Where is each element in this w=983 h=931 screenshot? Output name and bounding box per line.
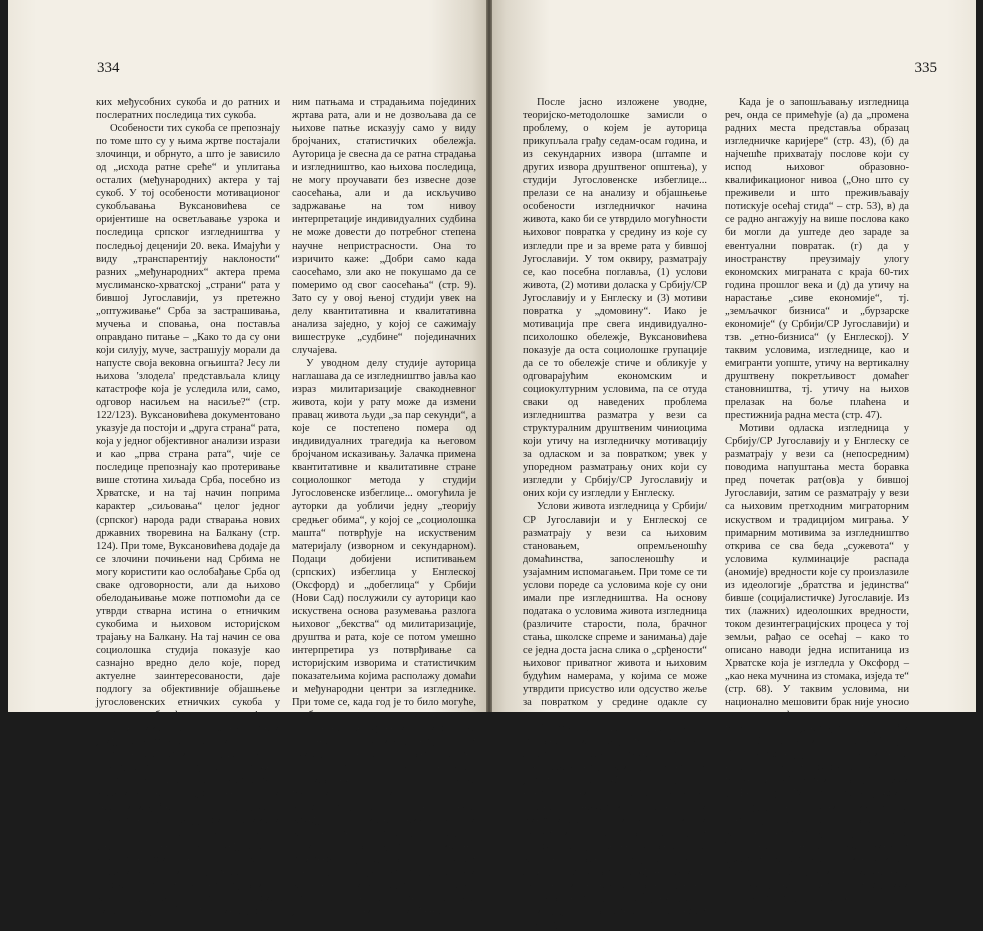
paragraph: У уводном делу студије ауторица наглашава да се изгледништво јавља као израз милитаризације свакодневног живота, који у рату може да измени правац живота људи „за пар секунди“, а које се постепено помера од индивидуалних трагедија ка његовом бројчаном исказивању. Залачка примена квантитативне и квалитативне стране социолошког метода у студији Југословенске избеглице... омогућила је ауторки да уобличи једну „теорију средњег обима“, у којој се „социолошка машта“ потврђује на искуственим материјалу (изворном и секундарном). Подаци добијени испитивањем (српских) избеглица у Енглеској (Оксфорд) и „добеглица“ у Србији (Нови Сад) послужили су ауторици као искуствена основа разумевања разлога њиховог „бекства“ од милитаризације, друштва и рата, које се потом умешно интерпретира уз потврђивање са историјским изворима и статистичким показатељима којима располажу домаћи и међународни центри за изгледнике. При томе се, када год је то било могуће, проблем српског изгледништва објашњава у светлу неких социолошких сазнања о емиграцији у свету. У том смислу, посебно је интересантно социолошко појмовно-теоријско прецизирање односа спољних миграција и радника на раду у иностранству, као одређивања граница између „економске“ емиграције и изгледништва. Иако се у оба случаја ради о територијалном померању становништва, ауторица с правом констатује да „у бившој Југославији изгледнице нису резултат, већ узрок рата“ и додаје да су оне последица „отвореног етничког чишћења“ (стр. 21). (292, 357, 476, 930)
page-number: 335 (914, 60, 937, 76)
paragraph: После јасно изложене уводне, теоријско-методолошке замисли о проблему, о којем је ауторица прикупљала грађу седам-осам година, и из секундарних извора (штампе и других извора друштвеног општења), у студији Југословенске избеглице... прелази се на анализу и објашњење особености изгледничког начина живота, како би се утврдило могућности њиховог повратка у средину из које су изгледли пре и за време рата у бившој Југославији. У том оквиру, разматрају се, као посебна поглавља, (1) услови живота, (2) мотиви доласка у Србију/СР Југославију и у Енглеску и (3) мотиви повратка у „домовину“. Иако је мотивација пре свега индивидуално-психолошко обележје, Вуксановићева показује да оста социолошке групације да се то обележје стиче и обликује у одговарајућим економским и социокултурним условима, па се отуда сваки од наведених проблема изгледништва разматра у вези са структуралним друштвеним чиниоцима који утичу на изгледничку мотивацију за одласком и за повратком; увек у упоредном разматрању оних који су изгледли у Србију/СР Југославију и оних који су изгледли у Енглеску. (523, 97, 707, 500)
page-number: 334 (97, 60, 120, 76)
paragraph: У том контексту, Вуксановићева открива да изгледице (мигранти) нису задовољни само тиме што су обезбедили своју физичку сигурност од „страхота рата“, већ да очекују да у новој средини добију посао који би био адекватан њиховом образовању и животни стандард приближан оном који су имали пре изгледништва. Другим речима, иако је основни мотив одласка изгледница изван подручја који је захватио ратом био обезбеђење физичке сигурности (своје и породичне), у новој средини се очекује обезбеђење услова који су „достојни човека“ у грађанском друштву. (523, 723, 707, 930)
right-page (492, 0, 976, 930)
paragraph: Мотиви одласка изгледница у Србију/СР Југославију и у Енглеску се разматрају у вези са (непосредним) поводима напуштања места боравка пред почетак рат(ов)а у бившој Југославији, затим се разматрају у вези са њиховим претходним миграторним искуством и традицијом миграња. У примарним мотивима за изгледништво открива се сва беда „сужевота“ у условима кулминације распада (аномије) вредности које су произлазиле из идеологије „братства и јединства“ бивше (социјалистичке) Југославије. Из тих (лажних) идеолошких вредности, током дезинтеграцијских процеса у тој земљи, рађао се осећај – како то описано наводи једна испитаница из Хрватске која је изгледла у Оксфорд – „као нека мучнина из стомака, изједа те“ (стр. 68). У таквим условима, ни национално мешовити брак није уносио сигурност, већ се често испољавао као мржња према „непријатељу“ у кући (стр. 69). Као мотив одласка у Србију/СР Југославију, 67,5% испитаника наводи да су тамо имали родбину, а тај мотив наводи 20% оних који су изгледли у Енглеску. Ти показатељи увелико потврђују нека ранија миграторна кретања, која се одвијале на изгледничке стратегије, а која указују да ће се на трагање за прихватљивијим условима живота и за променом места боравка пре одлучити оне изгледнице које имају некога „свога“ у месту (или ширем подручју) где одлазе. (725, 423, 909, 904)
text-column-right-1 (523, 96, 707, 931)
paragraph: Услови живота изгледница у Србији/СР Југославији и у Енглеској се разматрају у вези са њиховим становањем, опремљеношћу домаћинства, запосленошћу и узајамним испомагањем. При томе се ти услови пореде са условима које су они имали пре изгледништва. На основу података о условима живота изгледница (различите старости, пола, брачног стања, школске спреме и занимања) даје се једна доста јасна слика о „срђености“ њиховог приватног живота и њиховим будућим намерама, у којима се може утврдити присуство или одсуство жеље за повратком у средине одакле су изгледли. (523, 501, 707, 722)
text-column-left-1 (96, 96, 280, 918)
left-page (8, 0, 486, 930)
paragraph: Као врстан социолог, Вуксановићева приступа изгледништву као друштвеној појави у којој се испреплићу индивидуалне „судбине“ и дестабилизујуће структуралне друштвене последице, али која има и своје историјске и актуелне унутардруштвене и међународне друштвенополитичке узроке. Индивидуална и друштвена раван анализе проблема у овој студији се излаже сукцесивно, тако да та анализа читаоца не „заробљава“ индивидуал- (96, 749, 280, 917)
text-column-left-2 (292, 96, 476, 931)
paragraph: Када је о запошљавању изгледница реч, онда се примећује (а) да „промена радних места представља образац изгледничке каријере“ (стр. 43), (б) да најчешће прихватају послове који су испод њиховог образовно-квалификационог нивоа („Оно што су преживели и што преживљавају потискује осећај стида“ – стр. 53), в) да се радно ангажују на више послова како би могли да уштеде део зараде за евентуални повратак. (г) да у иностранству преузимају улогу економских миграната с краја 60-тих година прошлог века и (д) да утичу на нарастање „сиве економије“, тј. „земљачког бизниса“ и „бурзарске економије“ (у Србији/СР Југославији) и тзв. „етно-бизниса“ (у Енглеској). У таквим условима, изгледнице, као и емигранти уопште, утичу на вертикалну друштвену покретљивост домаћег становништва, тј. утичу на њихов прелазак на боље плаћена и престижнија радна места (стр. 47). (725, 97, 909, 422)
paragraph: ких међусобних сукоба и до ратних и послератних последица тих сукоба. (96, 97, 280, 122)
paragraph: Особености тих сукоба се препознају по томе што су у њима жртве постајали злочинци, и обрнуто, а што је зависило од „исхода ратне среће“ и уплитања осталих (међународних) актера у тај сукоб. У тој особености мотивационог сукобљавања Вуксановићева се оријентише на осветљавање узрока и последица српског изгледништва у последњој деценији 20. века. Имајући у виду „транспарентију наклоности“ разних „међународних“ актера према муслиманско-хрватској „страни“ рата у бившој Југославији, уз претежно „оптуживање“ Срба за застрашивања, мучења и сповања, она поставља оправдано питање – „Како то да су они који силују, муче, застрашују морали да напусте своја вековна огњишта? Јесу ли њихова 'злодела' представљала клицу катастрофе која је уследила или, само, одговор насиљем на насиље?“ (стр. 122/123). Вуксановићева документовано указује да постоји и „друга страна“ рата, која у једног објективног анализи изрази и као „прва страна рата“, чије се последице препознају као протеривање више стотина хиљада Срба, посебно из Хрватске, и на тај начин поприма карактер „сиљовања“ целог једног (српског) народа ради стварања нових државних творевина на Балкану (стр. 124). При томе, Вуксановићева додаје да се злочини почињени над Србима не могу користити као ослобађање Срба од свакe одговорности, али да њихово обелодањивање може потпомоћи да се утврди стварна истина о етничким сукобима и њиховом историјском трајању на Балкану. На тај начин се ова социолошка студија показује као сазнајно вредно дело које, поред актуелне заинтересованости, даје подлогу за објективније објашњење југословенских етничких сукоба у неким будућим историјским проучавањима (када њихови актери „сиђу“ са историјске позорнице). (96, 123, 280, 748)
text-column-right-2 (725, 96, 909, 905)
paragraph: ним патњама и страдањима појединих жртава рата, али и не дозвољава да се њихове патње исказују само у виду бројчаних, статистичких обележја. Ауторица је свесна да се ратна страдања и изгледништво, као њихова последица, не могу проучавати без извесне дозе саосећања, али и да искључиво задржавање на том нивоу интерпретације индивидуалних судбина не може довести до потребног степена научне непристрасности. Она то изричито каже: „Добри само када саосећамо, зли ако не покушамо да се померимо од свог саосећања“ (стр. 9). Зато су у овој њеној студији увек на делу квантитативна и квалитативна анализа заједно, у којој се сажимају вишеструке „судбине“ појединачних случајева. (292, 97, 476, 356)
